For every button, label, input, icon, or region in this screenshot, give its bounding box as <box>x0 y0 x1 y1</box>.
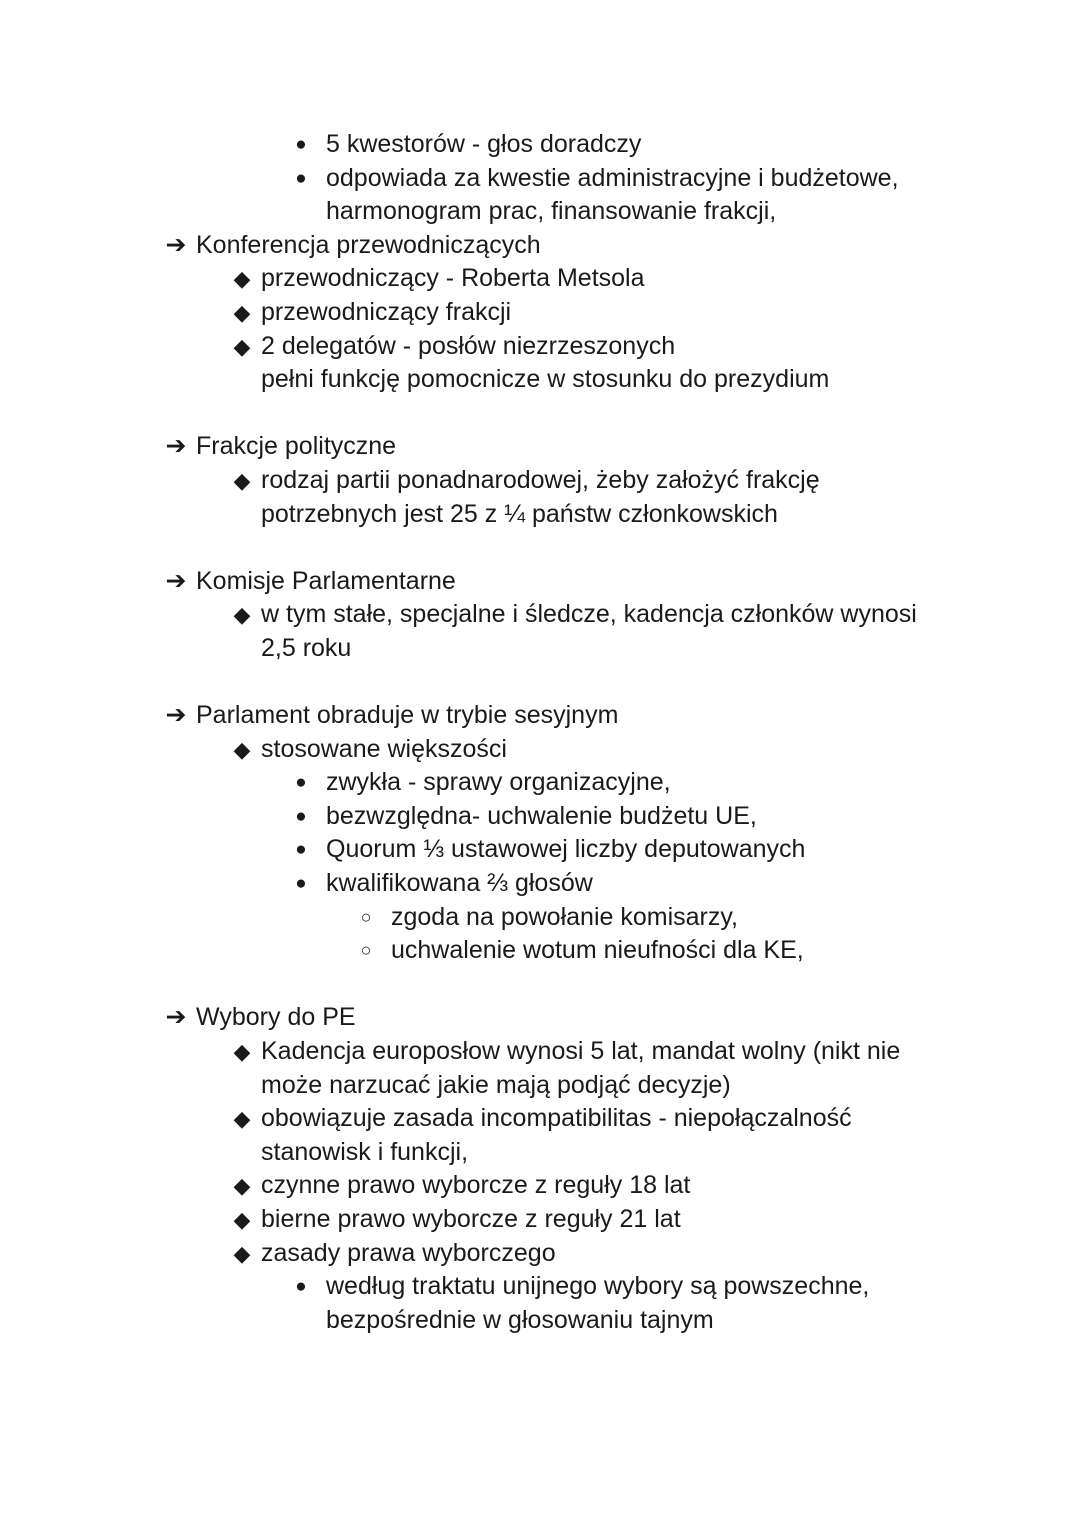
arrow-icon: ➔ <box>165 701 187 730</box>
section-heading-konferencja <box>0 229 1080 263</box>
bullet-icon: ● <box>295 839 307 861</box>
diamond-icon: ◆ <box>233 1106 251 1132</box>
diamond-icon: ◆ <box>233 736 251 762</box>
section-title: Parlament obraduje w trybie sesyjnym <box>196 701 619 730</box>
spacer <box>0 968 1080 1002</box>
list-item-continuation <box>0 1136 1080 1170</box>
bullet-icon: ● <box>295 167 307 189</box>
diamond-icon: ◆ <box>233 467 251 493</box>
list-item-text: stanowisk i funkcji, <box>261 1137 469 1166</box>
spacer <box>0 666 1080 700</box>
list-item-text: przewodniczący frakcji <box>261 297 512 326</box>
list-item-text: Quorum ⅓ ustawowej liczby deputowanych <box>326 835 806 864</box>
section-title: Konferencja przewodniczących <box>196 230 541 259</box>
list-item-continuation <box>0 363 1080 397</box>
circle-icon: ○ <box>360 940 372 961</box>
spacer <box>0 397 1080 431</box>
diamond-icon: ◆ <box>233 1240 251 1266</box>
circle-icon: ○ <box>360 906 372 927</box>
bullet-icon: ● <box>295 873 307 895</box>
list-item-text: stosowane większości <box>261 734 507 763</box>
list-item-text: bierne prawo wyborcze z reguły 21 lat <box>261 1205 681 1233</box>
list-item-continuation <box>0 1304 1080 1338</box>
section-title: Komisje Parlamentarne <box>196 566 456 595</box>
diamond-icon: ◆ <box>233 602 251 628</box>
diamond-icon: ◆ <box>233 299 251 325</box>
arrow-icon: ➔ <box>165 432 187 461</box>
list-item <box>0 296 1080 330</box>
list-item-text: zgoda na powołanie komisarzy, <box>391 902 738 931</box>
spacer <box>0 531 1080 565</box>
list-item <box>0 934 1080 968</box>
list-item <box>0 1270 1080 1304</box>
list-item <box>0 330 1080 364</box>
list-item-text: potrzebnych jest 25 z ¼ państw członkowskich <box>261 499 778 528</box>
section-heading-komisje <box>0 565 1080 599</box>
list-item-text: uchwalenie wotum nieufności dla KE, <box>391 936 804 965</box>
section-heading-sesja <box>0 699 1080 733</box>
arrow-icon: ➔ <box>165 230 187 259</box>
list-item <box>0 1203 1080 1237</box>
list-item-text: według traktatu unijnego wybory są powszechne, <box>326 1272 870 1301</box>
bullet-icon: ● <box>295 772 307 794</box>
list-item <box>0 1035 1080 1069</box>
list-item-continuation <box>0 632 1080 666</box>
list-item <box>0 833 1080 867</box>
list-item <box>0 800 1080 834</box>
diamond-icon: ◆ <box>233 266 251 292</box>
list-item-text: harmonogram prac, finansowanie frakcji, <box>326 197 777 226</box>
list-item <box>0 901 1080 935</box>
arrow-icon: ➔ <box>165 1003 187 1032</box>
list-item <box>0 867 1080 901</box>
diamond-icon: ◆ <box>233 1173 251 1199</box>
list-item-text: 5 kwestorów - głos doradczy <box>326 130 642 158</box>
diamond-icon: ◆ <box>233 1207 251 1232</box>
bullet-icon: ● <box>295 134 307 155</box>
list-item-text: bezwzględna- uchwalenie budżetu UE, <box>326 801 757 830</box>
list-item-text: Kadencja europosłow wynosi 5 lat, mandat wolny (nikt nie <box>261 1037 901 1066</box>
arrow-icon: ➔ <box>165 566 187 595</box>
list-item <box>0 162 1080 196</box>
list-item-text: 2,5 roku <box>261 633 352 662</box>
list-item-text: czynne prawo wyborcze z reguły 18 lat <box>261 1171 691 1200</box>
list-item-text: może narzucać jakie mają podjąć decyzje) <box>261 1070 731 1099</box>
list-item-text: zwykła - sprawy organizacyjne, <box>326 768 671 797</box>
section-heading-wybory <box>0 1001 1080 1035</box>
list-item <box>0 733 1080 767</box>
section-title: Frakcje polityczne <box>196 432 397 461</box>
diamond-icon: ◆ <box>233 1039 251 1065</box>
list-item <box>0 1102 1080 1136</box>
list-item-text: rodzaj partii ponadnarodowej, żeby założyć frakcję <box>261 465 820 494</box>
list-item-text: w tym stałe, specjalne i śledcze, kadencja członków wynosi <box>261 600 917 629</box>
list-item-text: odpowiada za kwestie administracyjne i budżetowe, <box>326 163 899 192</box>
document-page <box>0 128 1080 1337</box>
section-heading-frakcje <box>0 430 1080 464</box>
list-item <box>0 598 1080 632</box>
list-item-text: zasady prawa wyborczego <box>261 1238 556 1267</box>
list-item <box>0 128 1080 162</box>
list-item <box>0 1169 1080 1203</box>
diamond-icon: ◆ <box>233 333 251 359</box>
list-item <box>0 766 1080 800</box>
list-item-text: 2 delegatów - posłów niezrzeszonych <box>261 331 676 360</box>
bullet-icon: ● <box>295 1276 307 1298</box>
list-item-text: przewodniczący - Roberta Metsola <box>261 264 645 293</box>
list-item-text: bezpośrednie w głosowaniu tajnym <box>326 1305 714 1334</box>
list-item-text: obowiązuje zasada incompatibilitas - niepołączalność <box>261 1104 852 1133</box>
list-item <box>0 262 1080 296</box>
list-item-continuation <box>0 195 1080 229</box>
list-item-text: pełni funkcję pomocnicze w stosunku do prezydium <box>261 365 830 394</box>
section-title: Wybory do PE <box>196 1003 356 1032</box>
list-item <box>0 1237 1080 1271</box>
list-item-text: kwalifikowana ⅔ głosów <box>326 869 593 898</box>
bullet-icon: ● <box>295 805 307 827</box>
list-item-continuation <box>0 1069 1080 1103</box>
list-item-continuation <box>0 498 1080 532</box>
list-item <box>0 464 1080 498</box>
